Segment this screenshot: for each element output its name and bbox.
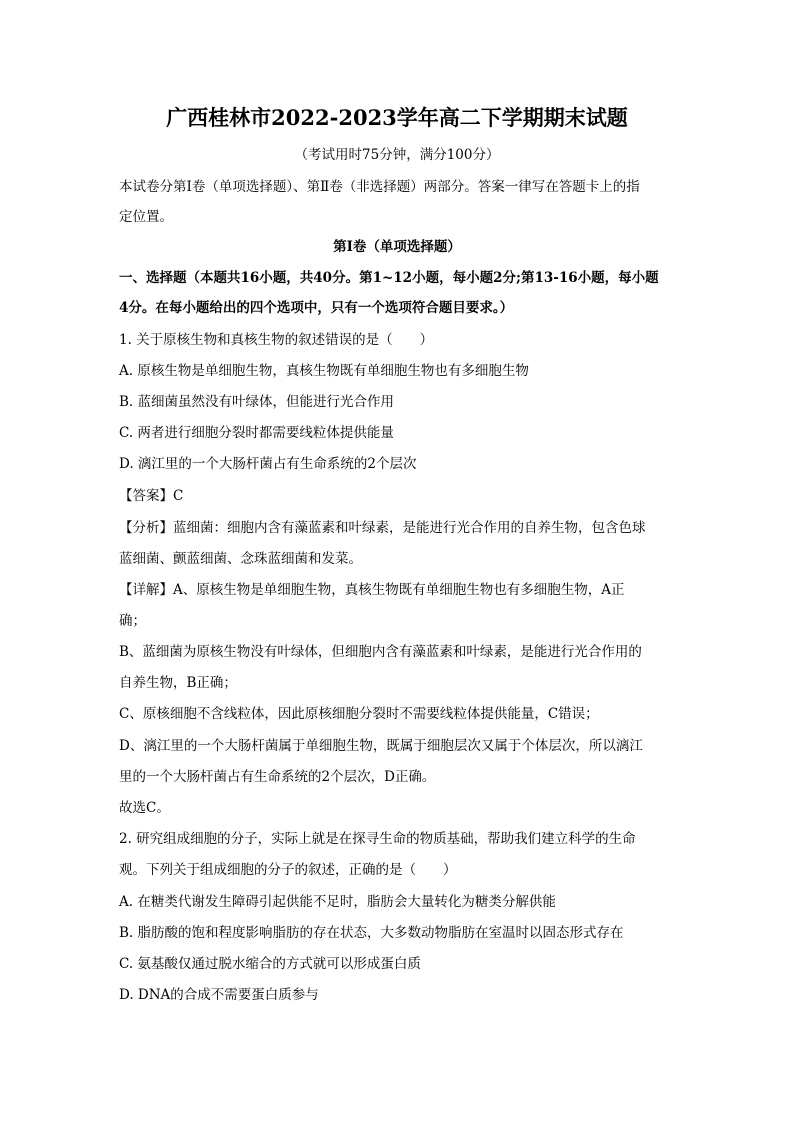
instructions-line: 一、选择题（本题共16小题，共40分。第1~12小题，每小题2分;第13-16小题，每小题	[119, 270, 659, 286]
question-1-analysis: 【分析】蓝细菌：细胞内含有藻蓝素和叶绿素，是能进行光合作用的自养生物，包含色球	[119, 520, 646, 536]
question-2-option-d: D. DNA的合成不需要蛋白质参与	[119, 987, 319, 1003]
question-1-conclusion: 故选C。	[119, 800, 170, 816]
question-2-stem: 2. 研究组成细胞的分子，实际上就是在探寻生命的物质基础，帮助我们建立科学的生命	[119, 831, 636, 847]
instructions-line: 4分。在每小题给出的四个选项中，只有一个选项符合题目要求。）	[119, 300, 514, 316]
question-1-option-d: D. 漓江里的一个大肠杆菌占有生命系统的2个层次	[119, 456, 417, 472]
question-1-detail: 里的一个大肠杆菌占有生命系统的2个层次，D正确。	[119, 769, 436, 785]
question-1-option-a: A. 原核生物是单细胞生物，真核生物既有单细胞生物也有多细胞生物	[119, 363, 529, 379]
question-1-option-b: B. 蓝细菌虽然没有叶绿体，但能进行光合作用	[119, 394, 395, 410]
question-1-detail: 自养生物，B正确；	[119, 675, 237, 691]
intro-line: 定位置。	[119, 209, 173, 225]
question-1-detail: 确；	[119, 613, 146, 629]
question-1-analysis: 蓝细菌、颤蓝细菌、念珠蓝细菌和发菜。	[119, 551, 362, 567]
question-1-detail: D、漓江里的一个大肠杆菌属于单细胞生物，既属于细胞层次又属于个体层次，所以漓江	[119, 738, 643, 754]
page-title: 广西桂林市2022-2023学年高二下学期期末试题	[166, 105, 628, 130]
question-2-option-a: A. 在糖类代谢发生障碍引起供能不足时，脂肪会大量转化为糖类分解供能	[119, 894, 556, 910]
exam-duration-note: （考试用时75分钟，满分100分）	[294, 147, 500, 163]
question-1-answer: 【答案】C	[119, 488, 184, 504]
question-1-detail: C、原核细胞不含线粒体，因此原核细胞分裂时不需要线粒体提供能量，C错误；	[119, 706, 599, 722]
question-1-stem: 1. 关于原核生物和真核生物的叙述错误的是（ ）	[119, 332, 434, 348]
question-2-option-c: C. 氨基酸仅通过脱水缩合的方式就可以形成蛋白质	[119, 956, 421, 972]
intro-line: 本试卷分第Ⅰ卷（单项选择题）、第Ⅱ卷（非选择题）两部分。答案一律写在答题卡上的指	[119, 179, 640, 195]
question-2-option-b: B. 脂肪酸的饱和程度影响脂肪的存在状态，大多数动物脂肪在室温时以固态形式存在	[119, 925, 624, 941]
section-title: 第Ⅰ卷（单项选择题）	[333, 239, 461, 255]
question-1-detail: 【详解】A、原核生物是单细胞生物，真核生物既有单细胞生物也有多细胞生物，A正	[119, 582, 625, 598]
question-2-stem: 观。下列关于组成细胞的分子的叙述，正确的是（ ）	[119, 862, 457, 878]
question-1-detail: B、蓝细菌为原核生物没有叶绿体，但细胞内含有藻蓝素和叶绿素，是能进行光合作用的	[119, 644, 642, 660]
question-1-option-c: C. 两者进行细胞分裂时都需要线粒体提供能量	[119, 425, 394, 441]
